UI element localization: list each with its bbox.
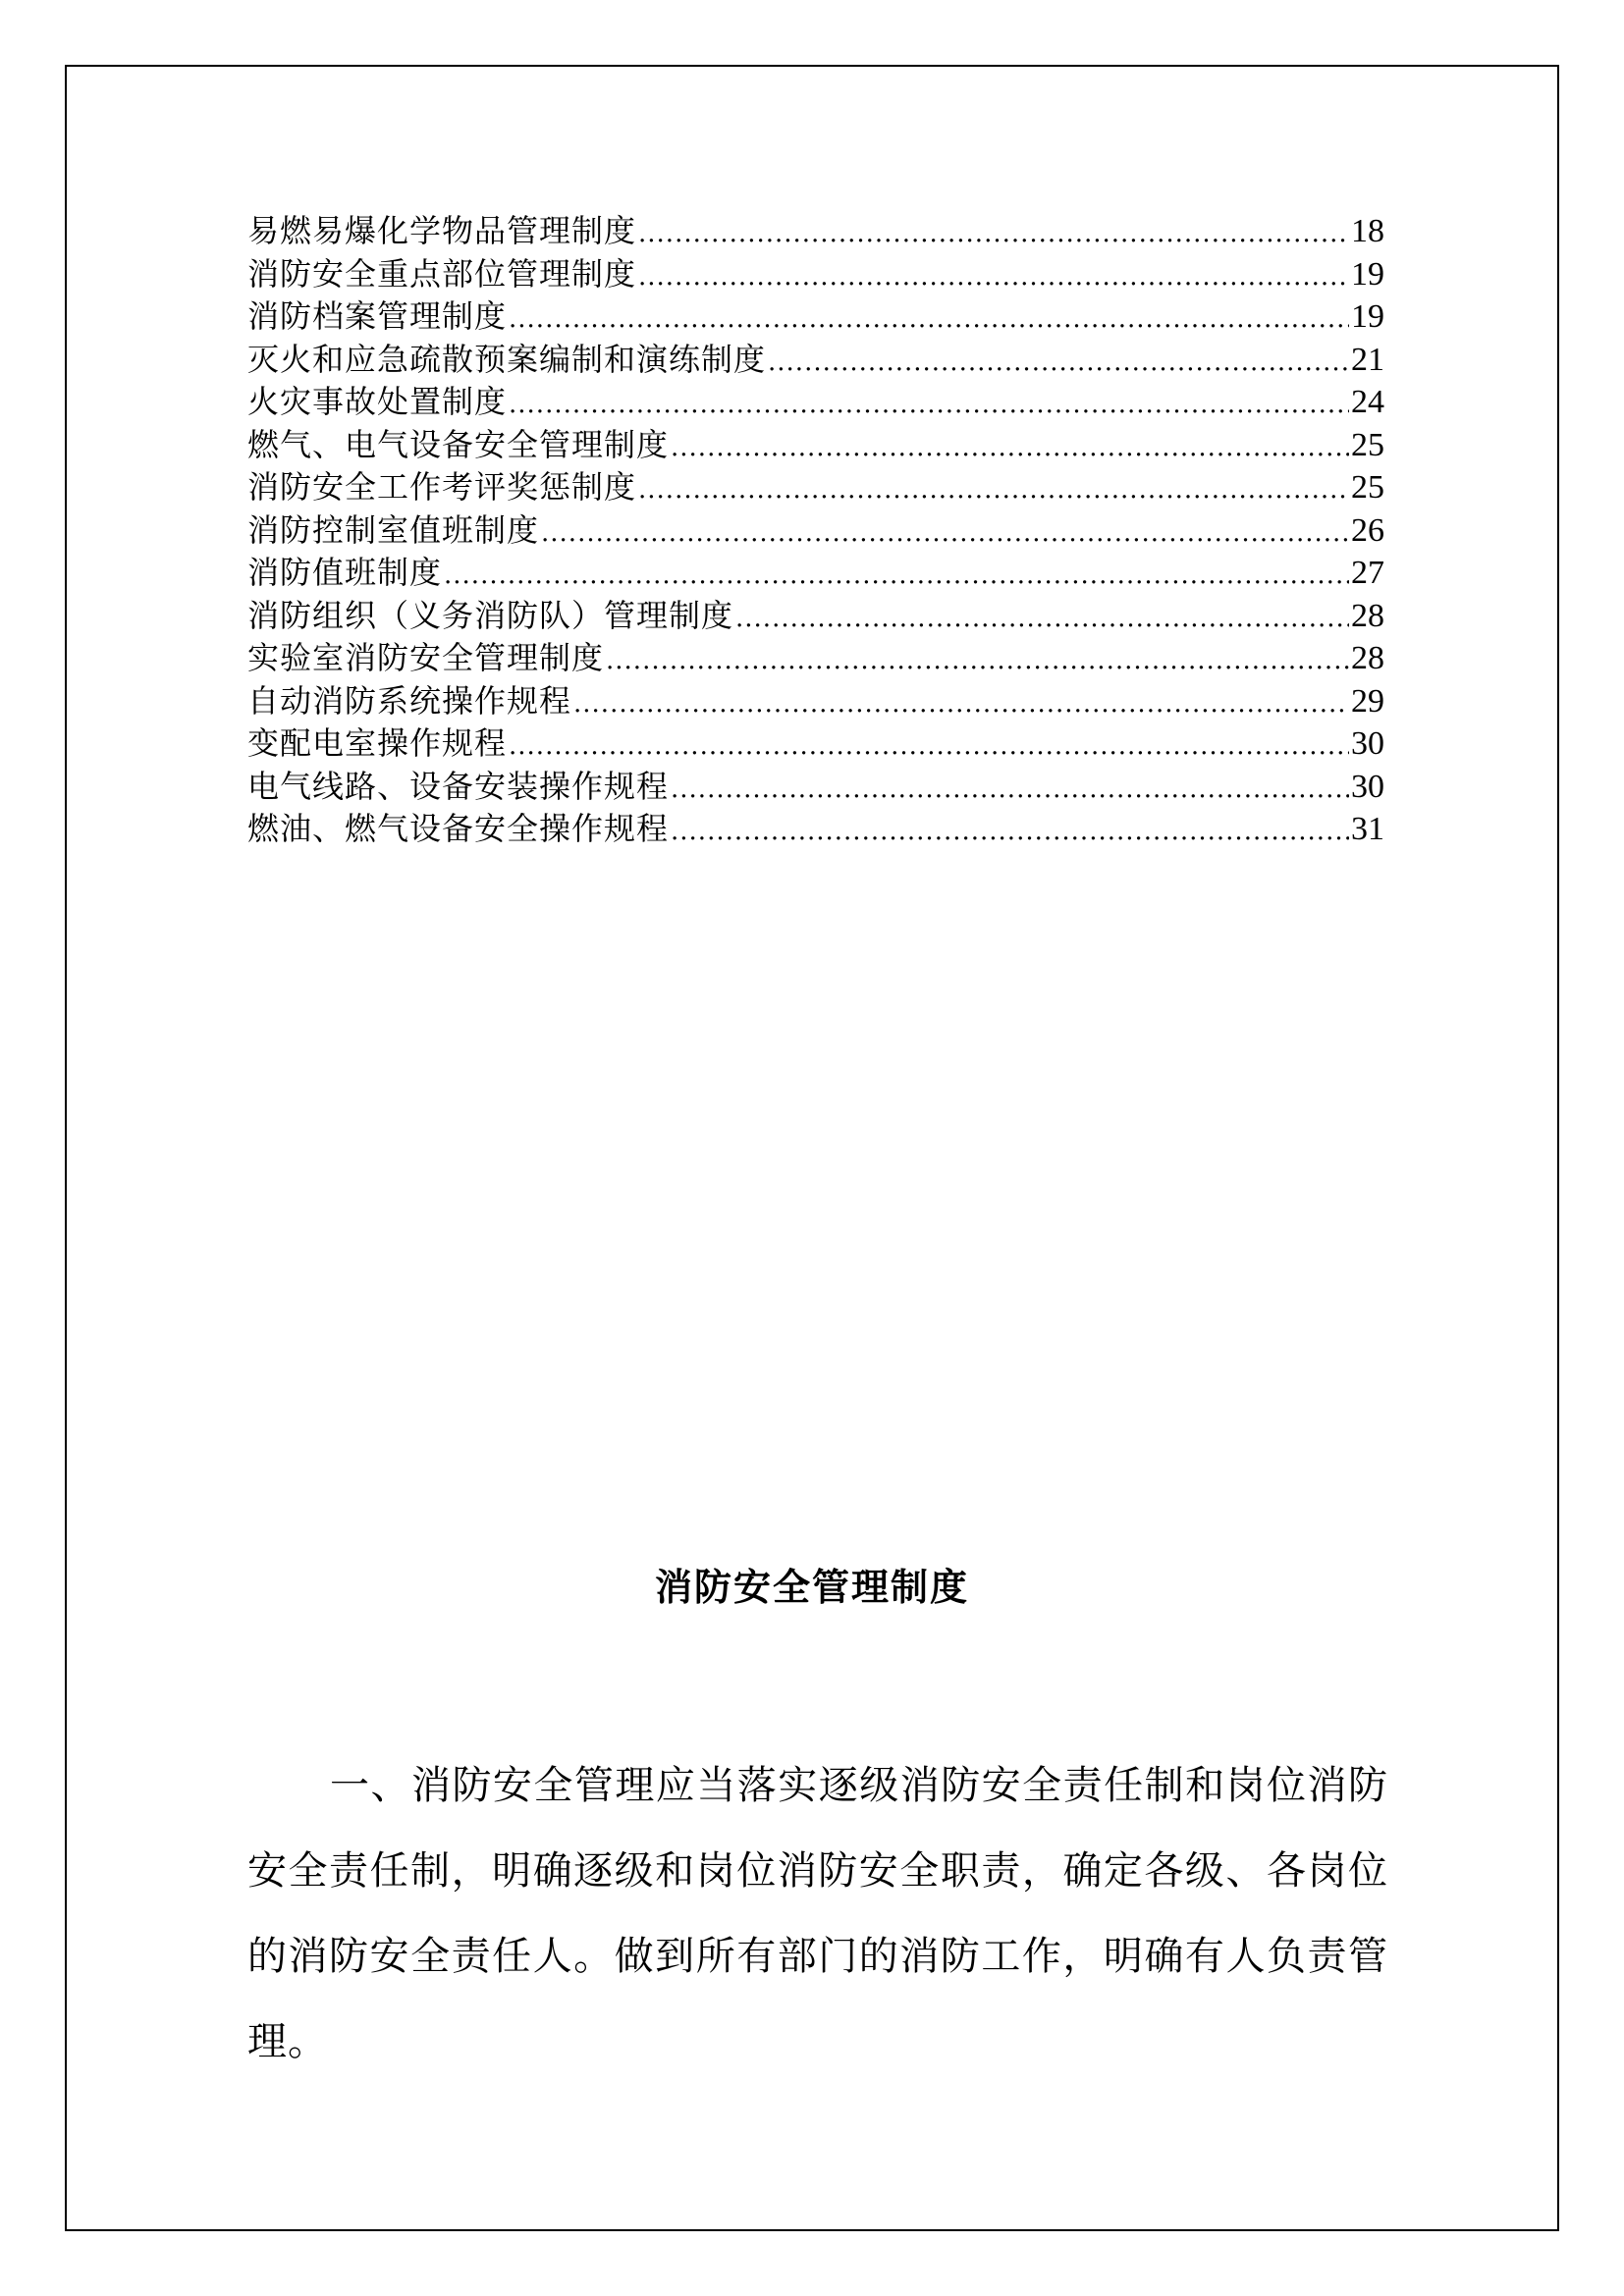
toc-dot-leader: [509, 298, 1349, 339]
body-paragraph: 一、消防安全管理应当落实逐级消防安全责任制和岗位消防安全责任制，明确逐级和岗位消防安全职责，确定各级、各岗位的消防安全责任人。做到所有部门的消防工作，明确有人负责管理。: [247, 1763, 1388, 2064]
toc-entry-page: 25: [1351, 426, 1384, 463]
toc-entry-title: 燃油、燃气设备安全操作规程: [247, 810, 670, 847]
toc-dot-leader: [671, 811, 1349, 851]
toc-entry-title: 自动消防系统操作规程: [247, 681, 572, 720]
toc-dot-leader: [638, 256, 1349, 296]
toc-dot-leader: [606, 640, 1349, 680]
toc-dot-leader: [768, 342, 1349, 382]
toc-entry[interactable]: [247, 339, 1384, 382]
toc-entry[interactable]: [247, 424, 1384, 467]
toc-entry-title: 消防组织（义务消防队）管理制度: [247, 596, 734, 634]
table-of-contents: [247, 210, 1384, 851]
toc-entry-title: 实验室消防安全管理制度: [247, 639, 605, 676]
toc-entry[interactable]: [247, 210, 1384, 253]
toc-entry-page: 19: [1351, 298, 1384, 335]
toc-entry[interactable]: [247, 295, 1384, 339]
toc-entry-title: 消防控制室值班制度: [247, 510, 540, 549]
toc-entry-title: 变配电室操作规程: [247, 724, 508, 762]
toc-dot-leader: [735, 598, 1349, 638]
toc-entry[interactable]: [247, 595, 1384, 638]
toc-entry[interactable]: [247, 253, 1384, 296]
toc-entry[interactable]: [247, 766, 1384, 809]
toc-entry-page: 28: [1351, 597, 1384, 634]
toc-entry-title: 消防安全重点部位管理制度: [247, 254, 637, 293]
toc-dot-leader: [541, 512, 1349, 553]
toc-entry-title: 消防档案管理制度: [247, 297, 508, 335]
toc-entry-page: 19: [1351, 255, 1384, 293]
toc-entry[interactable]: [247, 637, 1384, 680]
toc-entry-page: 18: [1351, 213, 1384, 249]
toc-entry[interactable]: [247, 680, 1384, 723]
toc-entry-page: 27: [1351, 555, 1384, 591]
toc-entry[interactable]: [247, 808, 1384, 851]
toc-entry[interactable]: [247, 466, 1384, 509]
toc-entry-page: 31: [1351, 811, 1384, 847]
toc-dot-leader: [671, 427, 1349, 467]
toc-entry[interactable]: [247, 722, 1384, 766]
toc-entry-title: 火灾事故处置制度: [247, 383, 508, 420]
toc-dot-leader: [509, 384, 1349, 424]
toc-entry-title: 灭火和应急疏散预案编制和演练制度: [247, 340, 767, 378]
toc-dot-leader: [509, 725, 1349, 766]
toc-entry-page: 21: [1351, 341, 1384, 378]
toc-entry[interactable]: [247, 509, 1384, 553]
toc-entry[interactable]: [247, 381, 1384, 424]
toc-entry-title: 消防安全工作考评奖惩制度: [247, 468, 637, 506]
toc-dot-leader: [638, 469, 1349, 509]
toc-entry-page: 24: [1351, 384, 1384, 420]
toc-entry[interactable]: [247, 552, 1384, 595]
toc-dot-leader: [573, 683, 1349, 723]
toc-entry-title: 易燃易爆化学物品管理制度: [247, 212, 637, 249]
toc-entry-page: 28: [1351, 640, 1384, 676]
toc-entry-page: 29: [1351, 682, 1384, 720]
toc-entry-page: 30: [1351, 725, 1384, 762]
toc-entry-page: 25: [1351, 469, 1384, 506]
toc-entry-title: 电气线路、设备安装操作规程: [247, 767, 670, 805]
toc-dot-leader: [671, 769, 1349, 809]
toc-entry-page: 30: [1351, 768, 1384, 805]
toc-dot-leader: [638, 213, 1349, 253]
toc-entry-title: 消防值班制度: [247, 554, 443, 591]
toc-dot-leader: [444, 555, 1349, 595]
toc-entry-page: 26: [1351, 511, 1384, 549]
toc-entry-title: 燃气、电气设备安全管理制度: [247, 425, 670, 463]
section-title: 消防安全管理制度: [654, 1566, 969, 1609]
